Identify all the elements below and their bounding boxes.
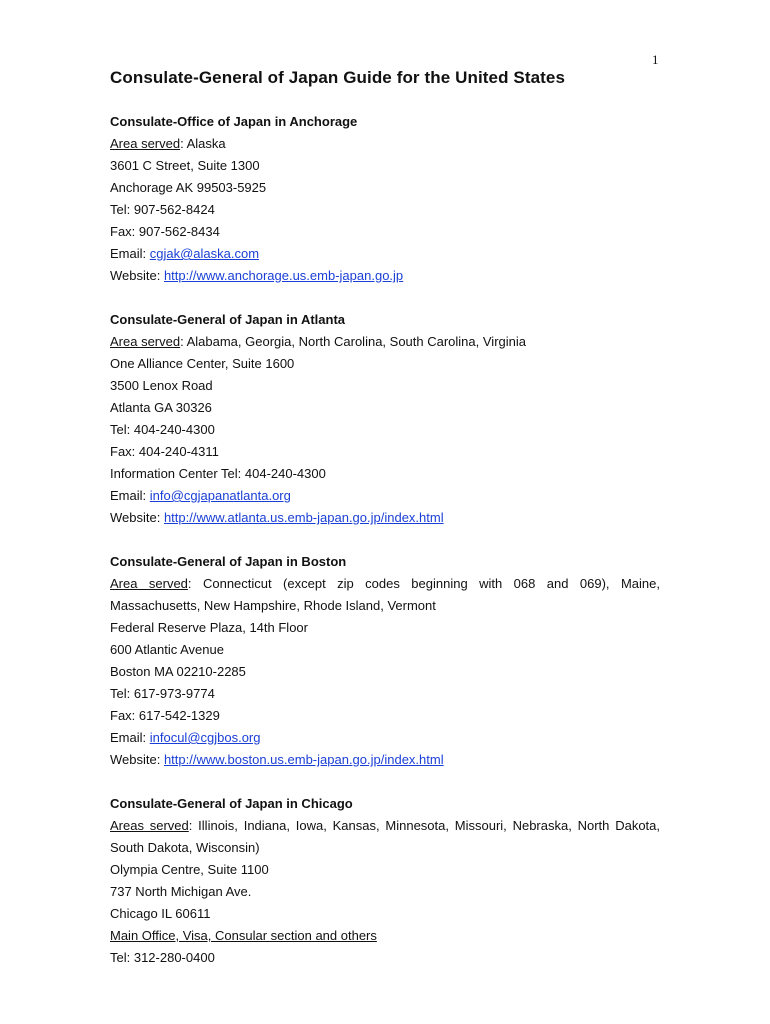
area-served-label: Area served [110,576,188,591]
website-label: Website: [110,268,164,283]
area-served-value: : Connecticut (except zip codes beginning with 068 and 069), Maine, Massachusetts, New Hampshire, Rhode Island, Vermont [110,576,660,613]
website-link[interactable]: http://www.atlanta.us.emb-japan.go.jp/index.html [163,510,444,525]
address-line: Chicago IL 60611 [110,906,211,921]
info-center-tel-line: Information Center Tel: 404-240-4300 [110,466,326,481]
consulate-heading: Consulate-General of Japan in Chicago [110,796,353,811]
area-served-label: Area served [110,136,181,151]
fax-line: Fax: 617-542-1329 [110,708,220,723]
area-served-value: : Alaska [180,136,226,151]
website-line [110,507,660,529]
area-served [110,573,660,617]
email-label: Email: [110,730,150,745]
fax-line: Fax: 404-240-4311 [110,444,219,459]
email-link[interactable]: info@cgjapanatlanta.org [149,488,291,503]
website-label: Website: [110,752,164,767]
area-served-value: : Illinois, Indiana, Iowa, Kansas, Minnesota, Missouri, Nebraska, North Dakota, South Dakota, Wisconsin) [110,818,660,855]
website-link[interactable]: http://www.anchorage.us.emb-japan.go.jp [163,268,404,283]
email-line [110,485,660,507]
area-served-label: Areas served [110,818,189,833]
area-served-value: : Alabama, Georgia, North Carolina, South Carolina, Virginia [180,334,526,349]
address-line: 737 North Michigan Ave. [110,884,252,899]
email-line [110,243,660,265]
page-number: 1 [652,52,659,67]
address-line: 3500 Lenox Road [110,378,213,393]
consulate-heading: Consulate-Office of Japan in Anchorage [110,114,358,129]
address-line: 600 Atlantic Avenue [110,642,224,657]
tel-line: Tel: 617-973-9774 [110,686,215,701]
area-served [110,133,660,155]
email-label: Email: [110,488,150,503]
consulate-boston [110,551,660,771]
tel-line: Tel: 404-240-4300 [110,422,215,437]
address-line: Boston MA 02210-2285 [110,664,246,679]
consulate-atlanta [110,309,660,529]
consulate-list [110,111,660,991]
consulate-heading: Consulate-General of Japan in Atlanta [110,312,346,327]
address-line: Atlanta GA 30326 [110,400,212,415]
website-link[interactable]: http://www.boston.us.emb-japan.go.jp/index.html [163,752,444,767]
address-line: Federal Reserve Plaza, 14th Floor [110,620,308,635]
fax-line: Fax: 907-562-8434 [110,224,220,239]
area-served-label: Area served [110,334,181,349]
document-title: Consulate-General of Japan Guide for the United States [110,68,566,87]
tel-line: Tel: 907-562-8424 [110,202,215,217]
email-link[interactable]: cgjak@alaska.com [149,246,260,261]
address-line: One Alliance Center, Suite 1600 [110,356,295,371]
area-served [110,815,660,859]
website-label: Website: [110,510,164,525]
consulate-heading: Consulate-General of Japan in Boston [110,554,347,569]
email-label: Email: [110,246,150,261]
address-line: 3601 C Street, Suite 1300 [110,158,260,173]
email-link[interactable]: infocul@cgjbos.org [149,730,261,745]
website-line [110,265,660,287]
office-subheading: Main Office, Visa, Consular section and others [110,928,377,943]
consulate-chicago [110,793,660,969]
website-line [110,749,660,771]
consulate-anchorage [110,111,660,287]
address-line: Olympia Centre, Suite 1100 [110,862,269,877]
tel-line: Tel: 312-280-0400 [110,950,215,965]
area-served [110,331,660,353]
address-line: Anchorage AK 99503-5925 [110,180,267,195]
email-line [110,727,660,749]
